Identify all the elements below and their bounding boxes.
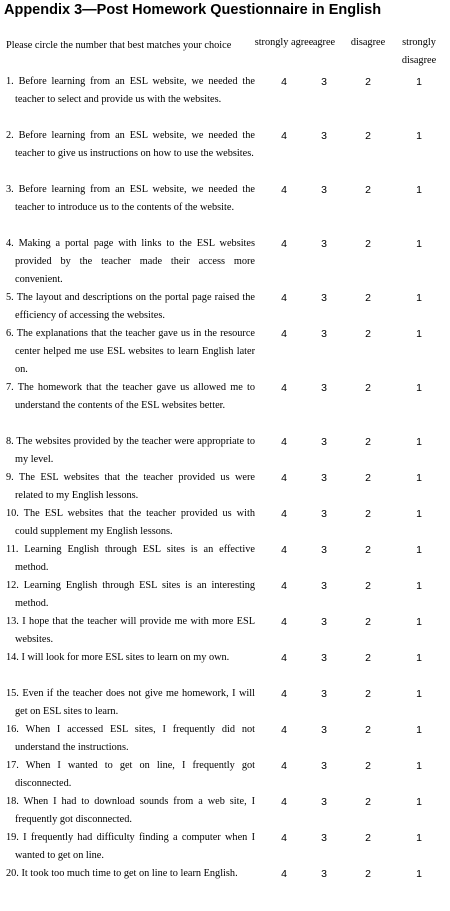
rating-option[interactable]: 4 [281, 796, 287, 808]
rating-option[interactable]: 1 [416, 796, 422, 808]
rating-option[interactable]: 1 [416, 130, 422, 142]
rating-option[interactable]: 2 [365, 580, 371, 592]
rating-option[interactable]: 1 [416, 652, 422, 664]
rating-option[interactable]: 4 [281, 616, 287, 628]
question-text: 2. Before learning from an ESL website, we needed the teacher to give us instructions on how to use the websites. [6, 130, 255, 159]
rating-option[interactable]: 1 [416, 832, 422, 844]
rating-option[interactable]: 2 [365, 184, 371, 196]
rating-option[interactable]: 4 [281, 130, 287, 142]
rating-option[interactable]: 2 [365, 760, 371, 772]
rating-option[interactable]: 1 [416, 472, 422, 484]
rating-option[interactable]: 3 [321, 868, 327, 880]
question-text: 1. Before learning from an ESL website, we needed the teacher to select and provide us with the websites. [6, 76, 255, 105]
rating-option[interactable]: 3 [321, 508, 327, 520]
rating-option[interactable]: 4 [281, 184, 287, 196]
rating-option[interactable]: 3 [321, 76, 327, 88]
rating-option[interactable]: 2 [365, 508, 371, 520]
rating-option[interactable]: 4 [281, 382, 287, 394]
rating-option[interactable]: 1 [416, 76, 422, 88]
page-title: Appendix 3—Post Homework Questionnaire in English [4, 2, 382, 18]
rating-option[interactable]: 3 [321, 580, 327, 592]
rating-option[interactable]: 3 [321, 616, 327, 628]
rating-option[interactable]: 1 [416, 724, 422, 736]
rating-option[interactable]: 3 [321, 652, 327, 664]
rating-option[interactable]: 4 [281, 760, 287, 772]
rating-option[interactable]: 2 [365, 688, 371, 700]
rating-option[interactable]: 1 [416, 688, 422, 700]
rating-option[interactable]: 4 [281, 76, 287, 88]
rating-option[interactable]: 3 [321, 238, 327, 250]
rating-option[interactable]: 2 [365, 130, 371, 142]
column-header: disagree [350, 37, 386, 48]
rating-option[interactable]: 4 [281, 292, 287, 304]
rating-option[interactable]: 2 [365, 436, 371, 448]
rating-option[interactable]: 4 [281, 508, 287, 520]
rating-option[interactable]: 2 [365, 724, 371, 736]
column-header: agree [312, 37, 336, 48]
rating-option[interactable]: 3 [321, 382, 327, 394]
rating-option[interactable]: 1 [416, 328, 422, 340]
rating-option[interactable]: 4 [281, 688, 287, 700]
rating-option[interactable]: 1 [416, 580, 422, 592]
question-text: 8. The websites provided by the teacher were appropriate to my level. [6, 436, 255, 465]
rating-option[interactable]: 1 [416, 616, 422, 628]
question-text: 11. Learning English through ESL sites is an effective method. [6, 544, 255, 573]
rating-option[interactable]: 2 [365, 544, 371, 556]
question-text: 19. I frequently had difficulty finding a computer when I wanted to get on line. [6, 832, 255, 861]
rating-option[interactable]: 1 [416, 868, 422, 880]
column-header: strongly disagree [401, 37, 437, 66]
rating-option[interactable]: 1 [416, 760, 422, 772]
question-text: 4. Making a portal page with links to the ESL websites provided by the teacher made their access more convenient. [6, 238, 255, 285]
rating-option[interactable]: 4 [281, 724, 287, 736]
question-text: 13. I hope that the teacher will provide me with more ESL websites. [6, 616, 255, 645]
question-text: 14. I will look for more ESL sites to learn on my own. [6, 652, 230, 663]
rating-option[interactable]: 3 [321, 724, 327, 736]
question-text: 5. The layout and descriptions on the portal page raised the efficiency of accessing the websites. [6, 292, 255, 321]
rating-option[interactable]: 1 [416, 544, 422, 556]
rating-option[interactable]: 4 [281, 832, 287, 844]
rating-option[interactable]: 2 [365, 328, 371, 340]
question-text: 17. When I wanted to get on line, I frequently got disconnected. [6, 760, 255, 789]
question-text: 16. When I accessed ESL sites, I frequently did not understand the instructions. [6, 724, 255, 753]
rating-option[interactable]: 4 [281, 544, 287, 556]
question-text: 9. The ESL websites that the teacher provided us were related to my English lessons. [6, 472, 255, 501]
question-text: 18. When I had to download sounds from a web site, I frequently got disconnected. [6, 796, 255, 825]
rating-option[interactable]: 3 [321, 832, 327, 844]
rating-option[interactable]: 3 [321, 292, 327, 304]
rating-option[interactable]: 2 [365, 796, 371, 808]
rating-option[interactable]: 3 [321, 472, 327, 484]
rating-option[interactable]: 3 [321, 436, 327, 448]
rating-option[interactable]: 4 [281, 238, 287, 250]
question-text: 6. The explanations that the teacher gave us in the resource center helped me use ESL websites to learn English later on. [6, 328, 255, 375]
question-text: 10. The ESL websites that the teacher provided us with could supplement my English lessons. [6, 508, 255, 537]
rating-option[interactable]: 2 [365, 238, 371, 250]
rating-option[interactable]: 2 [365, 868, 371, 880]
rating-option[interactable]: 1 [416, 292, 422, 304]
instruction-text: Please circle the number that best matches your choice [6, 40, 232, 51]
rating-option[interactable]: 2 [365, 382, 371, 394]
rating-option[interactable]: 1 [416, 508, 422, 520]
rating-option[interactable]: 1 [416, 436, 422, 448]
rating-option[interactable]: 3 [321, 760, 327, 772]
rating-option[interactable]: 4 [281, 472, 287, 484]
rating-option[interactable]: 2 [365, 652, 371, 664]
question-text: 20. It took too much time to get on line to learn English. [6, 868, 238, 879]
rating-option[interactable]: 2 [365, 472, 371, 484]
rating-option[interactable]: 3 [321, 796, 327, 808]
rating-option[interactable]: 4 [281, 652, 287, 664]
rating-option[interactable]: 2 [365, 292, 371, 304]
rating-option[interactable]: 2 [365, 76, 371, 88]
rating-option[interactable]: 1 [416, 238, 422, 250]
rating-option[interactable]: 3 [321, 688, 327, 700]
rating-option[interactable]: 2 [365, 616, 371, 628]
rating-option[interactable]: 3 [321, 184, 327, 196]
rating-option[interactable]: 3 [321, 130, 327, 142]
rating-option[interactable]: 4 [281, 328, 287, 340]
question-text: 7. The homework that the teacher gave us allowed me to understand the contents of the ESL websites better. [6, 382, 255, 411]
rating-option[interactable]: 1 [416, 184, 422, 196]
question-text: 3. Before learning from an ESL website, we needed the teacher to introduce us to the contents of the website. [6, 184, 255, 213]
rating-option[interactable]: 2 [365, 832, 371, 844]
rating-option[interactable]: 4 [281, 868, 287, 880]
question-text: 15. Even if the teacher does not give me homework, I will get on ESL sites to learn. [6, 688, 255, 717]
column-header: strongly agree [254, 37, 314, 48]
question-text: 12. Learning English through ESL sites is an interesting method. [6, 580, 255, 609]
rating-option[interactable]: 4 [281, 436, 287, 448]
rating-option[interactable]: 4 [281, 580, 287, 592]
rating-option[interactable]: 3 [321, 328, 327, 340]
rating-option[interactable]: 1 [416, 382, 422, 394]
rating-option[interactable]: 3 [321, 544, 327, 556]
